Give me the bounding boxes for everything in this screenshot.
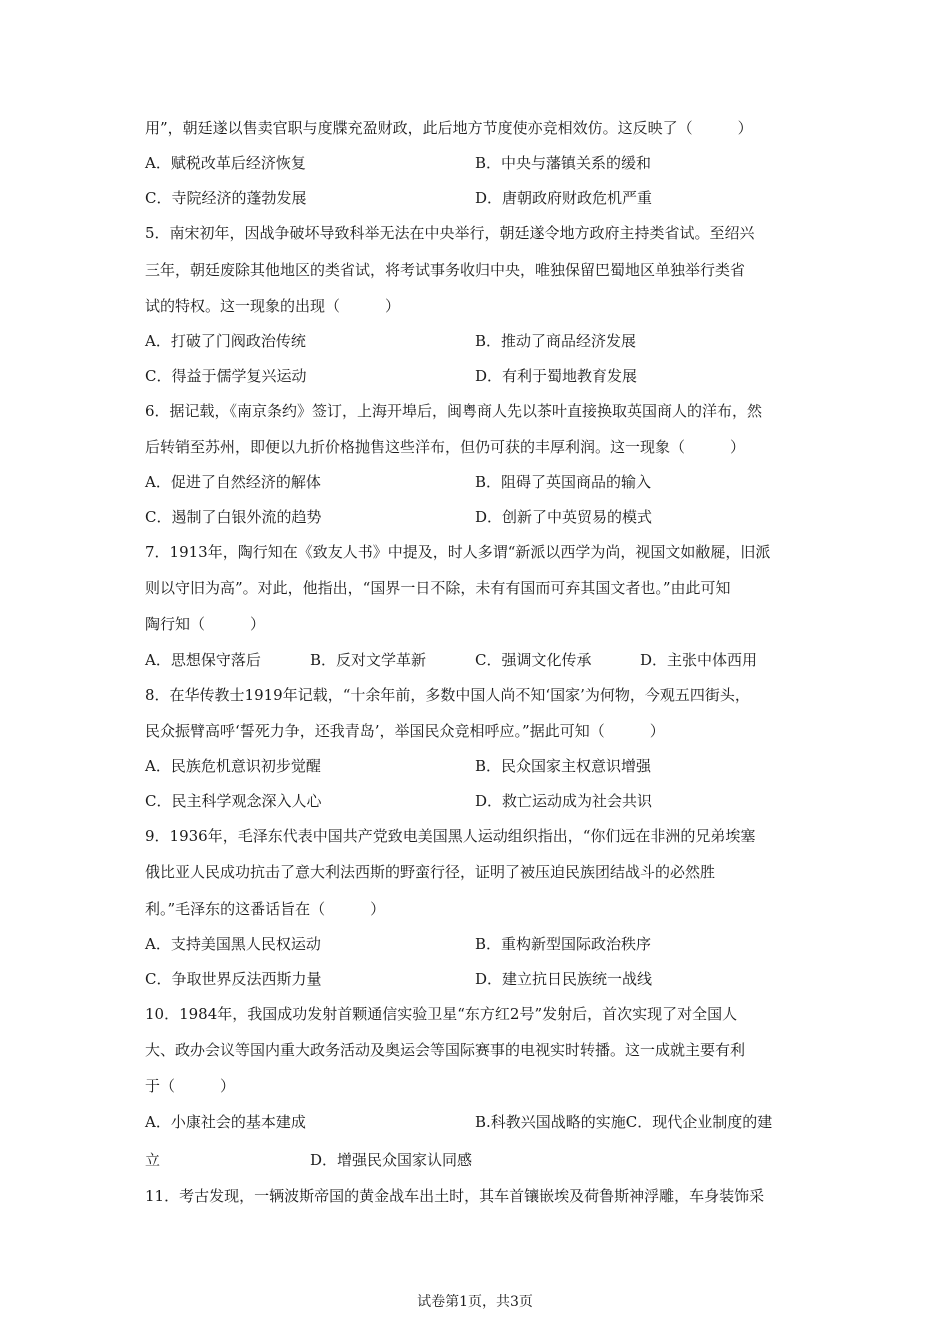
q9-option-b: B．重构新型国际政治秩序 bbox=[475, 935, 652, 953]
q9-option-c: C．争取世界反法西斯力量 bbox=[145, 970, 322, 988]
q5-option-c: C．得益于儒学复兴运动 bbox=[145, 367, 307, 385]
q6-option-a: A．促进了自然经济的解体 bbox=[145, 473, 321, 491]
q6-option-d: D．创新了中英贸易的模式 bbox=[475, 508, 653, 526]
q6-option-c: C．遏制了白银外流的趋势 bbox=[145, 508, 322, 526]
q10-stem-line3: 于（ ） bbox=[145, 1077, 236, 1095]
q7-stem-line3: 陶行知（ ） bbox=[145, 615, 266, 633]
q7-stem-line1: 7．1913年，陶行知在《致友人书》中提及，时人多谓“新派以西学为尚，视国文如敝屣，旧派 bbox=[145, 543, 771, 561]
q9-stem-line1: 9．1936年，毛泽东代表中国共产党致电美国黑人运动组织指出，“你们远在非洲的兄弟埃塞 bbox=[145, 827, 756, 845]
q8-option-a: A．民族危机意识初步觉醒 bbox=[145, 757, 321, 775]
q7-option-c: C．强调文化传承 bbox=[475, 651, 592, 669]
q5-stem-line2: 三年，朝廷废除其他地区的类省试，将考试事务收归中央，唯独保留巴蜀地区单独举行类省 bbox=[145, 261, 746, 279]
q5-option-d: D．有利于蜀地教育发展 bbox=[475, 367, 638, 385]
q9-option-d: D．建立抗日民族统一战线 bbox=[475, 970, 653, 988]
q4-option-b: B．中央与藩镇关系的缓和 bbox=[475, 154, 652, 172]
q4-stem-tail: 用”，朝廷遂以售卖官职与度牒充盈财政，此后地方节度使亦竞相效仿。这反映了（ ） bbox=[145, 119, 753, 137]
q8-option-d: D．救亡运动成为社会共识 bbox=[475, 792, 653, 810]
q5-option-a: A．打破了门阀政治传统 bbox=[145, 332, 306, 350]
q10-option-c-continued: 立 bbox=[145, 1151, 161, 1169]
q5-option-b: B．推动了商品经济发展 bbox=[475, 332, 637, 350]
q7-option-d: D．主张中体西用 bbox=[640, 651, 758, 669]
q7-stem-line2: 则以守旧为高”。对此，他指出，“国界一日不除，未有有国而可弃其国文者也。”由此可知 bbox=[145, 579, 731, 597]
q9-stem-line3: 利。”毛泽东的这番话旨在（ ） bbox=[145, 900, 386, 918]
q4-option-c: C．寺院经济的蓬勃发展 bbox=[145, 189, 307, 207]
q9-stem-line2: 俄比亚人民成功抗击了意大利法西斯的野蛮行径，证明了被压迫民族团结战斗的必然胜 bbox=[145, 863, 716, 881]
q8-option-b: B．民众国家主权意识增强 bbox=[475, 757, 652, 775]
q7-option-a: A．思想保守落后 bbox=[145, 651, 261, 669]
q5-stem-line1: 5．南宋初年，因战争破坏导致科举无法在中央举行，朝廷遂令地方政府主持类省试。至绍兴 bbox=[145, 224, 755, 242]
q10-option-bc: B.科教兴国战略的实施C．现代企业制度的建 bbox=[475, 1113, 773, 1131]
q4-option-a: A．赋税改革后经济恢复 bbox=[145, 154, 306, 172]
q10-stem-line1: 10．1984年，我国成功发射首颗通信实验卫星“东方红2号”发射后，首次实现了对全国人 bbox=[145, 1005, 738, 1023]
q8-stem-line1: 8．在华传教士1919年记载，“十余年前，多数中国人尚不知‘国家’为何物，今观五四街头， bbox=[145, 686, 750, 704]
q4-option-d: D．唐朝政府财政危机严重 bbox=[475, 189, 653, 207]
q10-option-d: D．增强民众国家认同感 bbox=[310, 1151, 473, 1169]
q6-stem-line1: 6．据记载，《南京条约》签订，上海开埠后，闽粤商人先以茶叶直接换取英国商人的洋布，然 bbox=[145, 402, 763, 420]
q6-option-b: B．阻碍了英国商品的输入 bbox=[475, 473, 652, 491]
q8-option-c: C．民主科学观念深入人心 bbox=[145, 792, 322, 810]
q10-stem-line2: 大、政办会议等国内重大政务活动及奥运会等国际赛事的电视实时转播。这一成就主要有利 bbox=[145, 1041, 746, 1059]
q10-option-a: A．小康社会的基本建成 bbox=[145, 1113, 306, 1131]
q8-stem-line2: 民众振臂高呼‘誓死力争，还我青岛’，举国民众竞相呼应。”据此可知（ ） bbox=[145, 722, 665, 740]
q9-option-a: A．支持美国黑人民权运动 bbox=[145, 935, 321, 953]
q11-stem-line1: 11．考古发现，一辆波斯帝国的黄金战车出土时，其车首镶嵌埃及荷鲁斯神浮雕，车身装饰采 bbox=[145, 1187, 765, 1205]
page-footer: 试卷第1页，共3页 bbox=[417, 1294, 533, 1310]
q6-stem-line2: 后转销至苏州，即便以九折价格抛售这些洋布，但仍可获的丰厚利润。这一现象（ ） bbox=[145, 438, 746, 456]
q5-stem-line3: 试的特权。这一现象的出现（ ） bbox=[145, 297, 401, 315]
q7-option-b: B．反对文学革新 bbox=[310, 651, 427, 669]
